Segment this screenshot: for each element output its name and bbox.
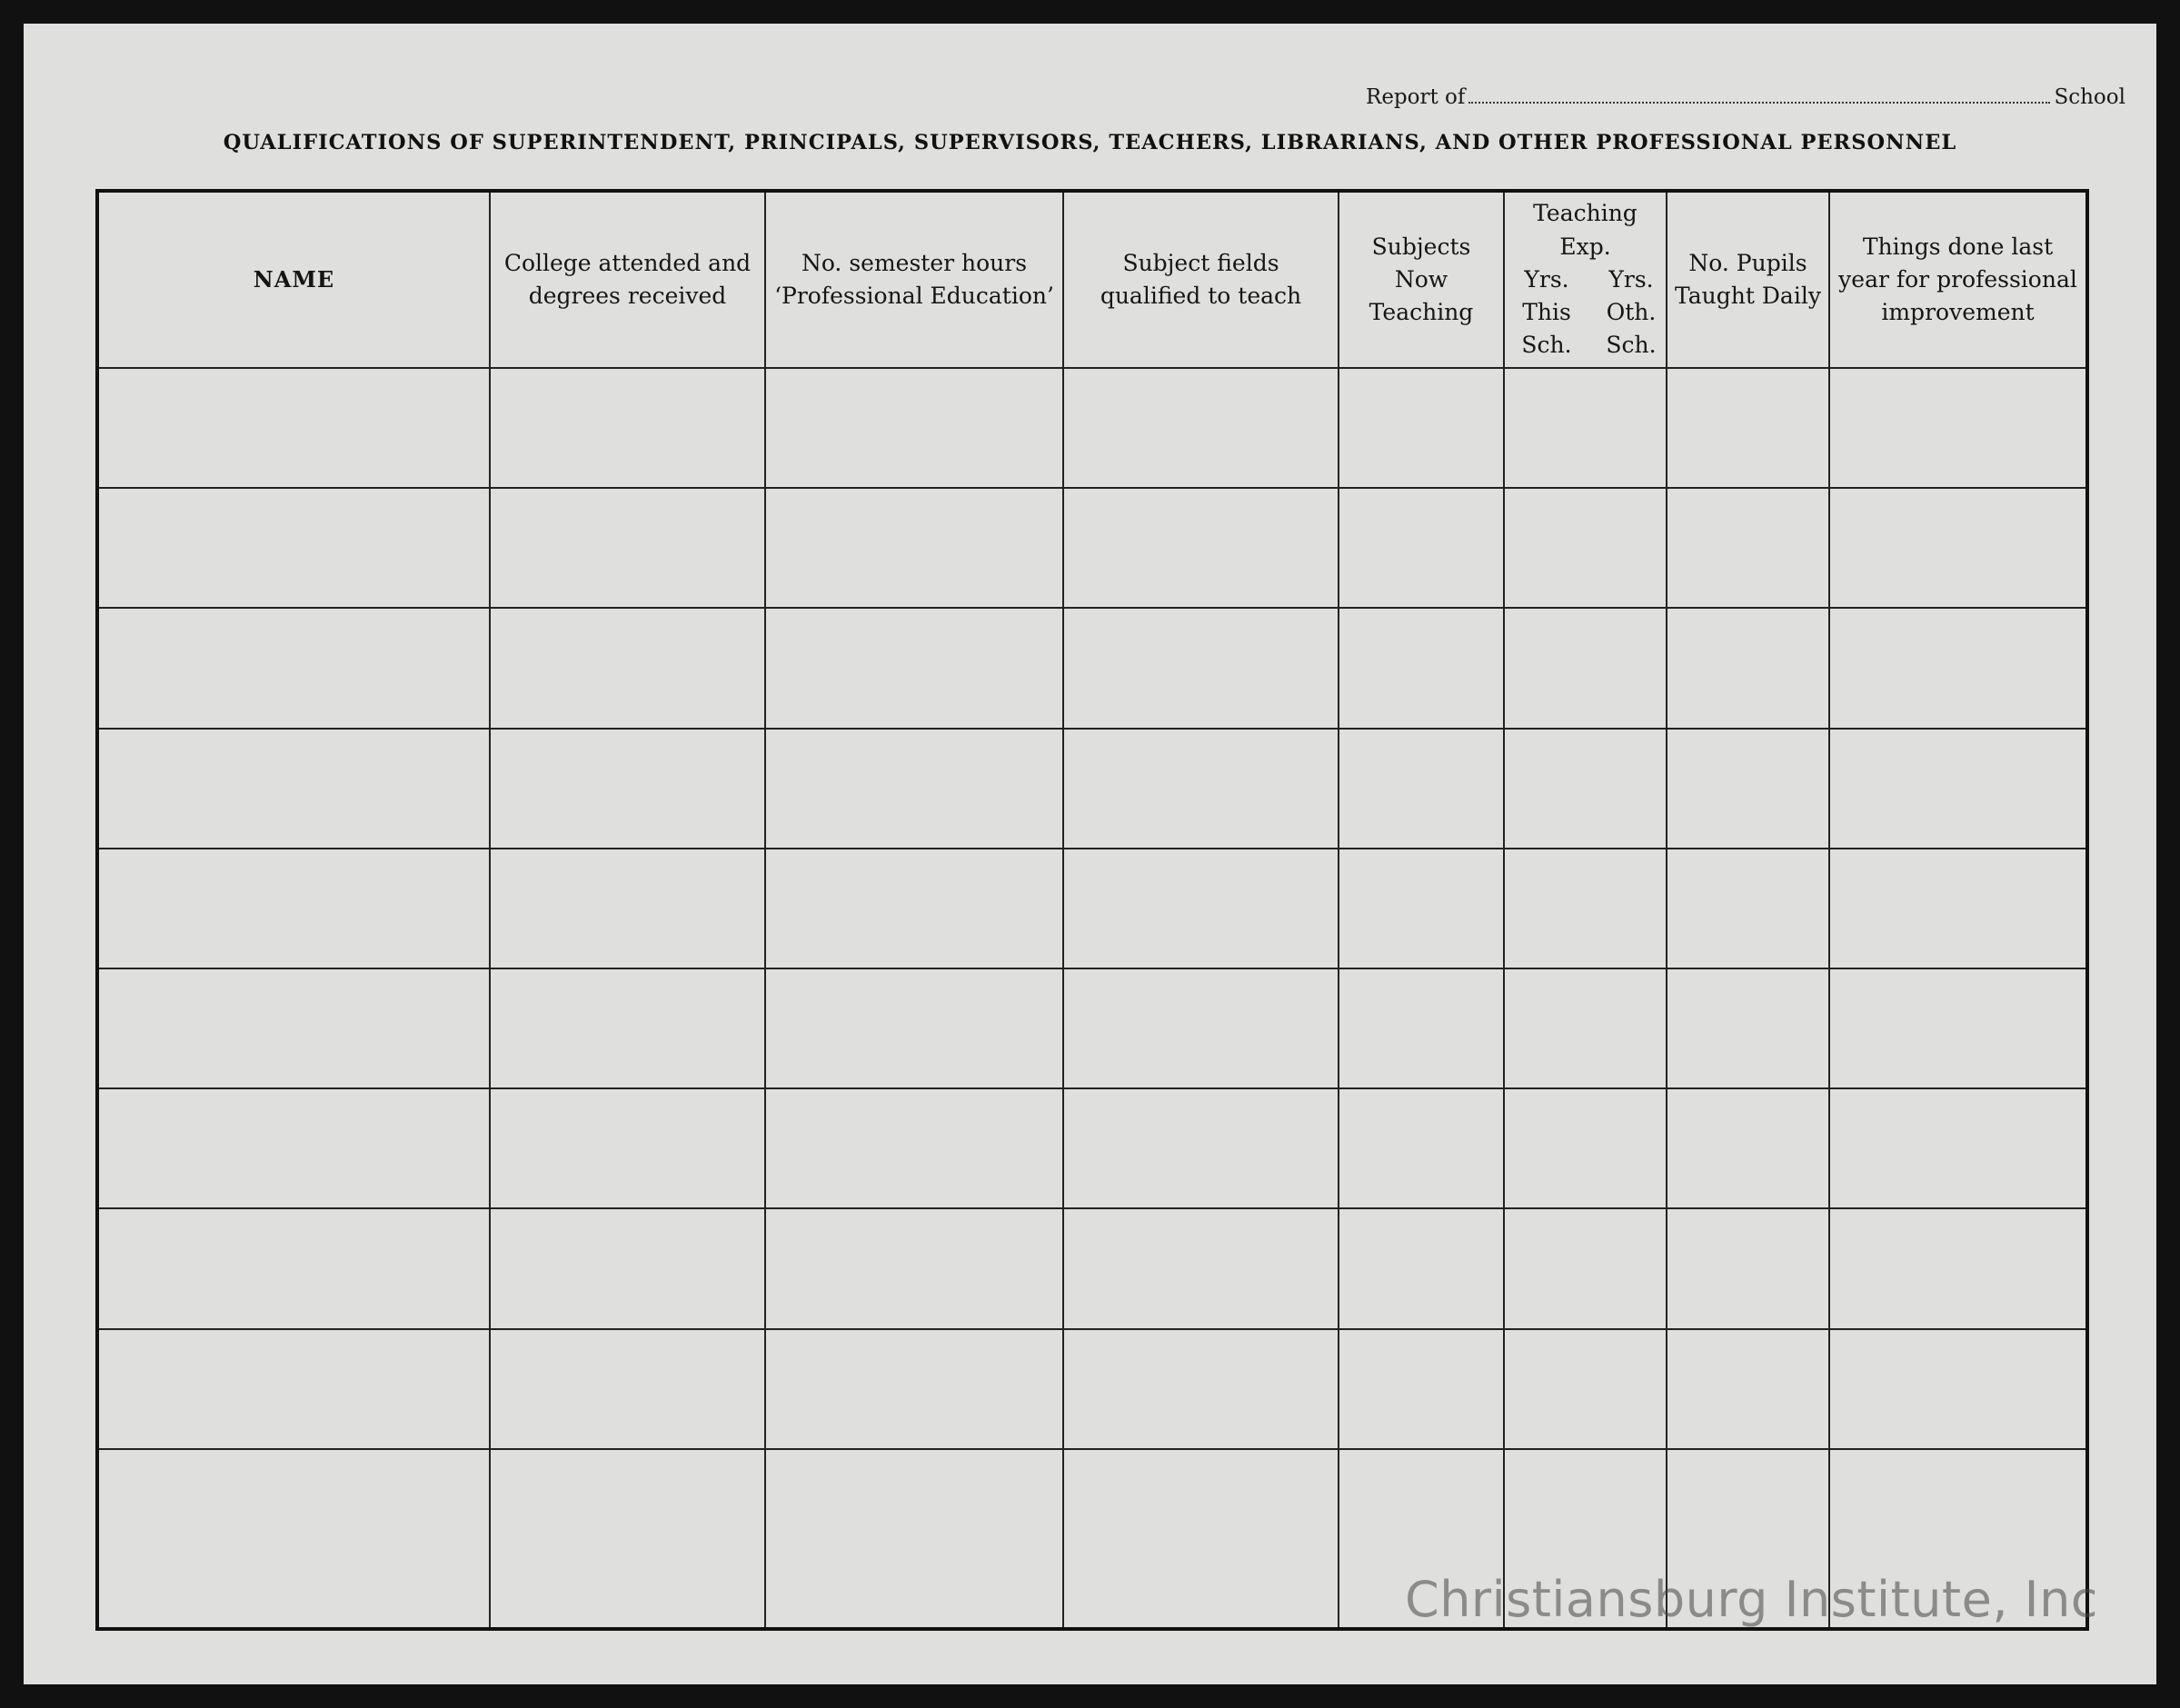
college-cell[interactable] [490,729,765,849]
pupils-cell[interactable] [1667,729,1829,849]
college-cell[interactable] [490,368,765,488]
col-college-header: College attended and degrees received [490,191,765,368]
subject-fields-cell[interactable] [1063,968,1339,1088]
table-row [97,608,2087,728]
col-name-header: NAME [97,191,490,368]
teaching-exp-label: Teaching Exp. [1533,200,1637,260]
improvement-cell[interactable] [1829,1329,2087,1449]
teaching-exp-cell[interactable] [1504,488,1667,608]
subjects-now-cell[interactable] [1339,1088,1504,1208]
pupils-cell[interactable] [1667,368,1829,488]
subject-fields-cell[interactable] [1063,488,1339,608]
improvement-cell[interactable] [1829,849,2087,968]
improvement-cell[interactable] [1829,1088,2087,1208]
pupils-cell[interactable] [1667,488,1829,608]
col-teaching-exp-header [1504,191,1667,368]
improvement-cell[interactable] [1829,608,2087,728]
name-cell[interactable] [97,1449,490,1629]
header-row [97,191,2087,368]
teaching-exp-cell[interactable] [1504,1329,1667,1449]
subjects-now-cell[interactable] [1339,729,1504,849]
name-cell[interactable] [97,968,490,1088]
subject-fields-cell[interactable] [1063,1449,1339,1629]
subjects-now-cell[interactable] [1339,1208,1504,1328]
qualifications-table [95,189,2089,1631]
college-cell[interactable] [490,1449,765,1629]
subjects-now-cell[interactable] [1339,849,1504,968]
pupils-cell[interactable] [1667,1088,1829,1208]
col-pupils-header: No. Pupils Taught Daily [1667,191,1829,368]
subject-fields-cell[interactable] [1063,849,1339,968]
name-cell[interactable] [97,729,490,849]
table-row [97,488,2087,608]
table-body [97,368,2087,1629]
college-cell[interactable] [490,608,765,728]
subjects-now-cell[interactable] [1339,368,1504,488]
col-improvement-header: Things done last year for professional improvement [1829,191,2087,368]
yrs-oth-sch-label: Yrs. Oth. Sch. [1606,265,1657,359]
subject-fields-cell[interactable] [1063,1329,1339,1449]
pupils-cell[interactable] [1667,968,1829,1088]
subject-fields-cell[interactable] [1063,729,1339,849]
subject-fields-cell[interactable] [1063,608,1339,728]
semester-hours-cell[interactable] [765,849,1063,968]
name-cell[interactable] [97,608,490,728]
col-semester-hours-header: No. semester hours ‘Professional Education’ [765,191,1063,368]
subject-fields-cell[interactable] [1063,1088,1339,1208]
name-cell[interactable] [97,1088,490,1208]
semester-hours-cell[interactable] [765,1208,1063,1328]
col-subject-fields-header: Subject fields qualified to teach [1063,191,1339,368]
form-sheet [24,24,2156,1684]
watermark: Christiansburg Institute, Inc [1404,1571,2098,1628]
teaching-exp-cell[interactable] [1504,1208,1667,1328]
table-row [97,368,2087,488]
college-cell[interactable] [490,1329,765,1449]
improvement-cell[interactable] [1829,368,2087,488]
subject-fields-cell[interactable] [1063,1208,1339,1328]
semester-hours-cell[interactable] [765,968,1063,1088]
table-row [97,968,2087,1088]
subject-fields-cell[interactable] [1063,368,1339,488]
pupils-cell[interactable] [1667,1208,1829,1328]
form-title: QUALIFICATIONS OF SUPERINTENDENT, PRINCIPALS, SUPERVISORS, TEACHERS, LIBRARIANS, AND OTHER PROFESSIONAL PERSONNEL [223,131,1957,154]
semester-hours-cell[interactable] [765,1329,1063,1449]
name-cell[interactable] [97,1208,490,1328]
semester-hours-cell[interactable] [765,1449,1063,1629]
improvement-cell[interactable] [1829,1208,2087,1328]
college-cell[interactable] [490,968,765,1088]
report-of-blank[interactable] [1468,85,2050,104]
semester-hours-cell[interactable] [765,488,1063,608]
college-cell[interactable] [490,488,765,608]
teaching-exp-cell[interactable] [1504,729,1667,849]
teaching-exp-cell[interactable] [1504,968,1667,1088]
name-cell[interactable] [97,488,490,608]
semester-hours-cell[interactable] [765,1088,1063,1208]
name-cell[interactable] [97,849,490,968]
college-cell[interactable] [490,849,765,968]
name-cell[interactable] [97,368,490,488]
pupils-cell[interactable] [1667,608,1829,728]
semester-hours-cell[interactable] [765,729,1063,849]
college-cell[interactable] [490,1088,765,1208]
report-of-label: Report of [1366,85,1466,109]
table-row [97,729,2087,849]
subjects-now-cell[interactable] [1339,608,1504,728]
improvement-cell[interactable] [1829,968,2087,1088]
semester-hours-cell[interactable] [765,608,1063,728]
subjects-now-cell[interactable] [1339,488,1504,608]
college-cell[interactable] [490,1208,765,1328]
teaching-exp-cell[interactable] [1504,608,1667,728]
report-of-line [1366,85,2125,109]
teaching-exp-cell[interactable] [1504,1088,1667,1208]
improvement-cell[interactable] [1829,729,2087,849]
name-cell[interactable] [97,1329,490,1449]
table-row [97,1329,2087,1449]
table-row [97,849,2087,968]
teaching-exp-cell[interactable] [1504,368,1667,488]
subjects-now-cell[interactable] [1339,968,1504,1088]
table-row [97,1088,2087,1208]
semester-hours-cell[interactable] [765,368,1063,488]
pupils-cell[interactable] [1667,1329,1829,1449]
teaching-exp-cell[interactable] [1504,849,1667,968]
table-row [97,1208,2087,1328]
subjects-now-cell[interactable] [1339,1329,1504,1449]
pupils-cell[interactable] [1667,849,1829,968]
school-label: School [2054,85,2125,109]
improvement-cell[interactable] [1829,488,2087,608]
yrs-this-sch-label: Yrs. This Sch. [1521,265,1572,359]
col-subjects-now-header: Subjects Now Teaching [1339,191,1504,368]
